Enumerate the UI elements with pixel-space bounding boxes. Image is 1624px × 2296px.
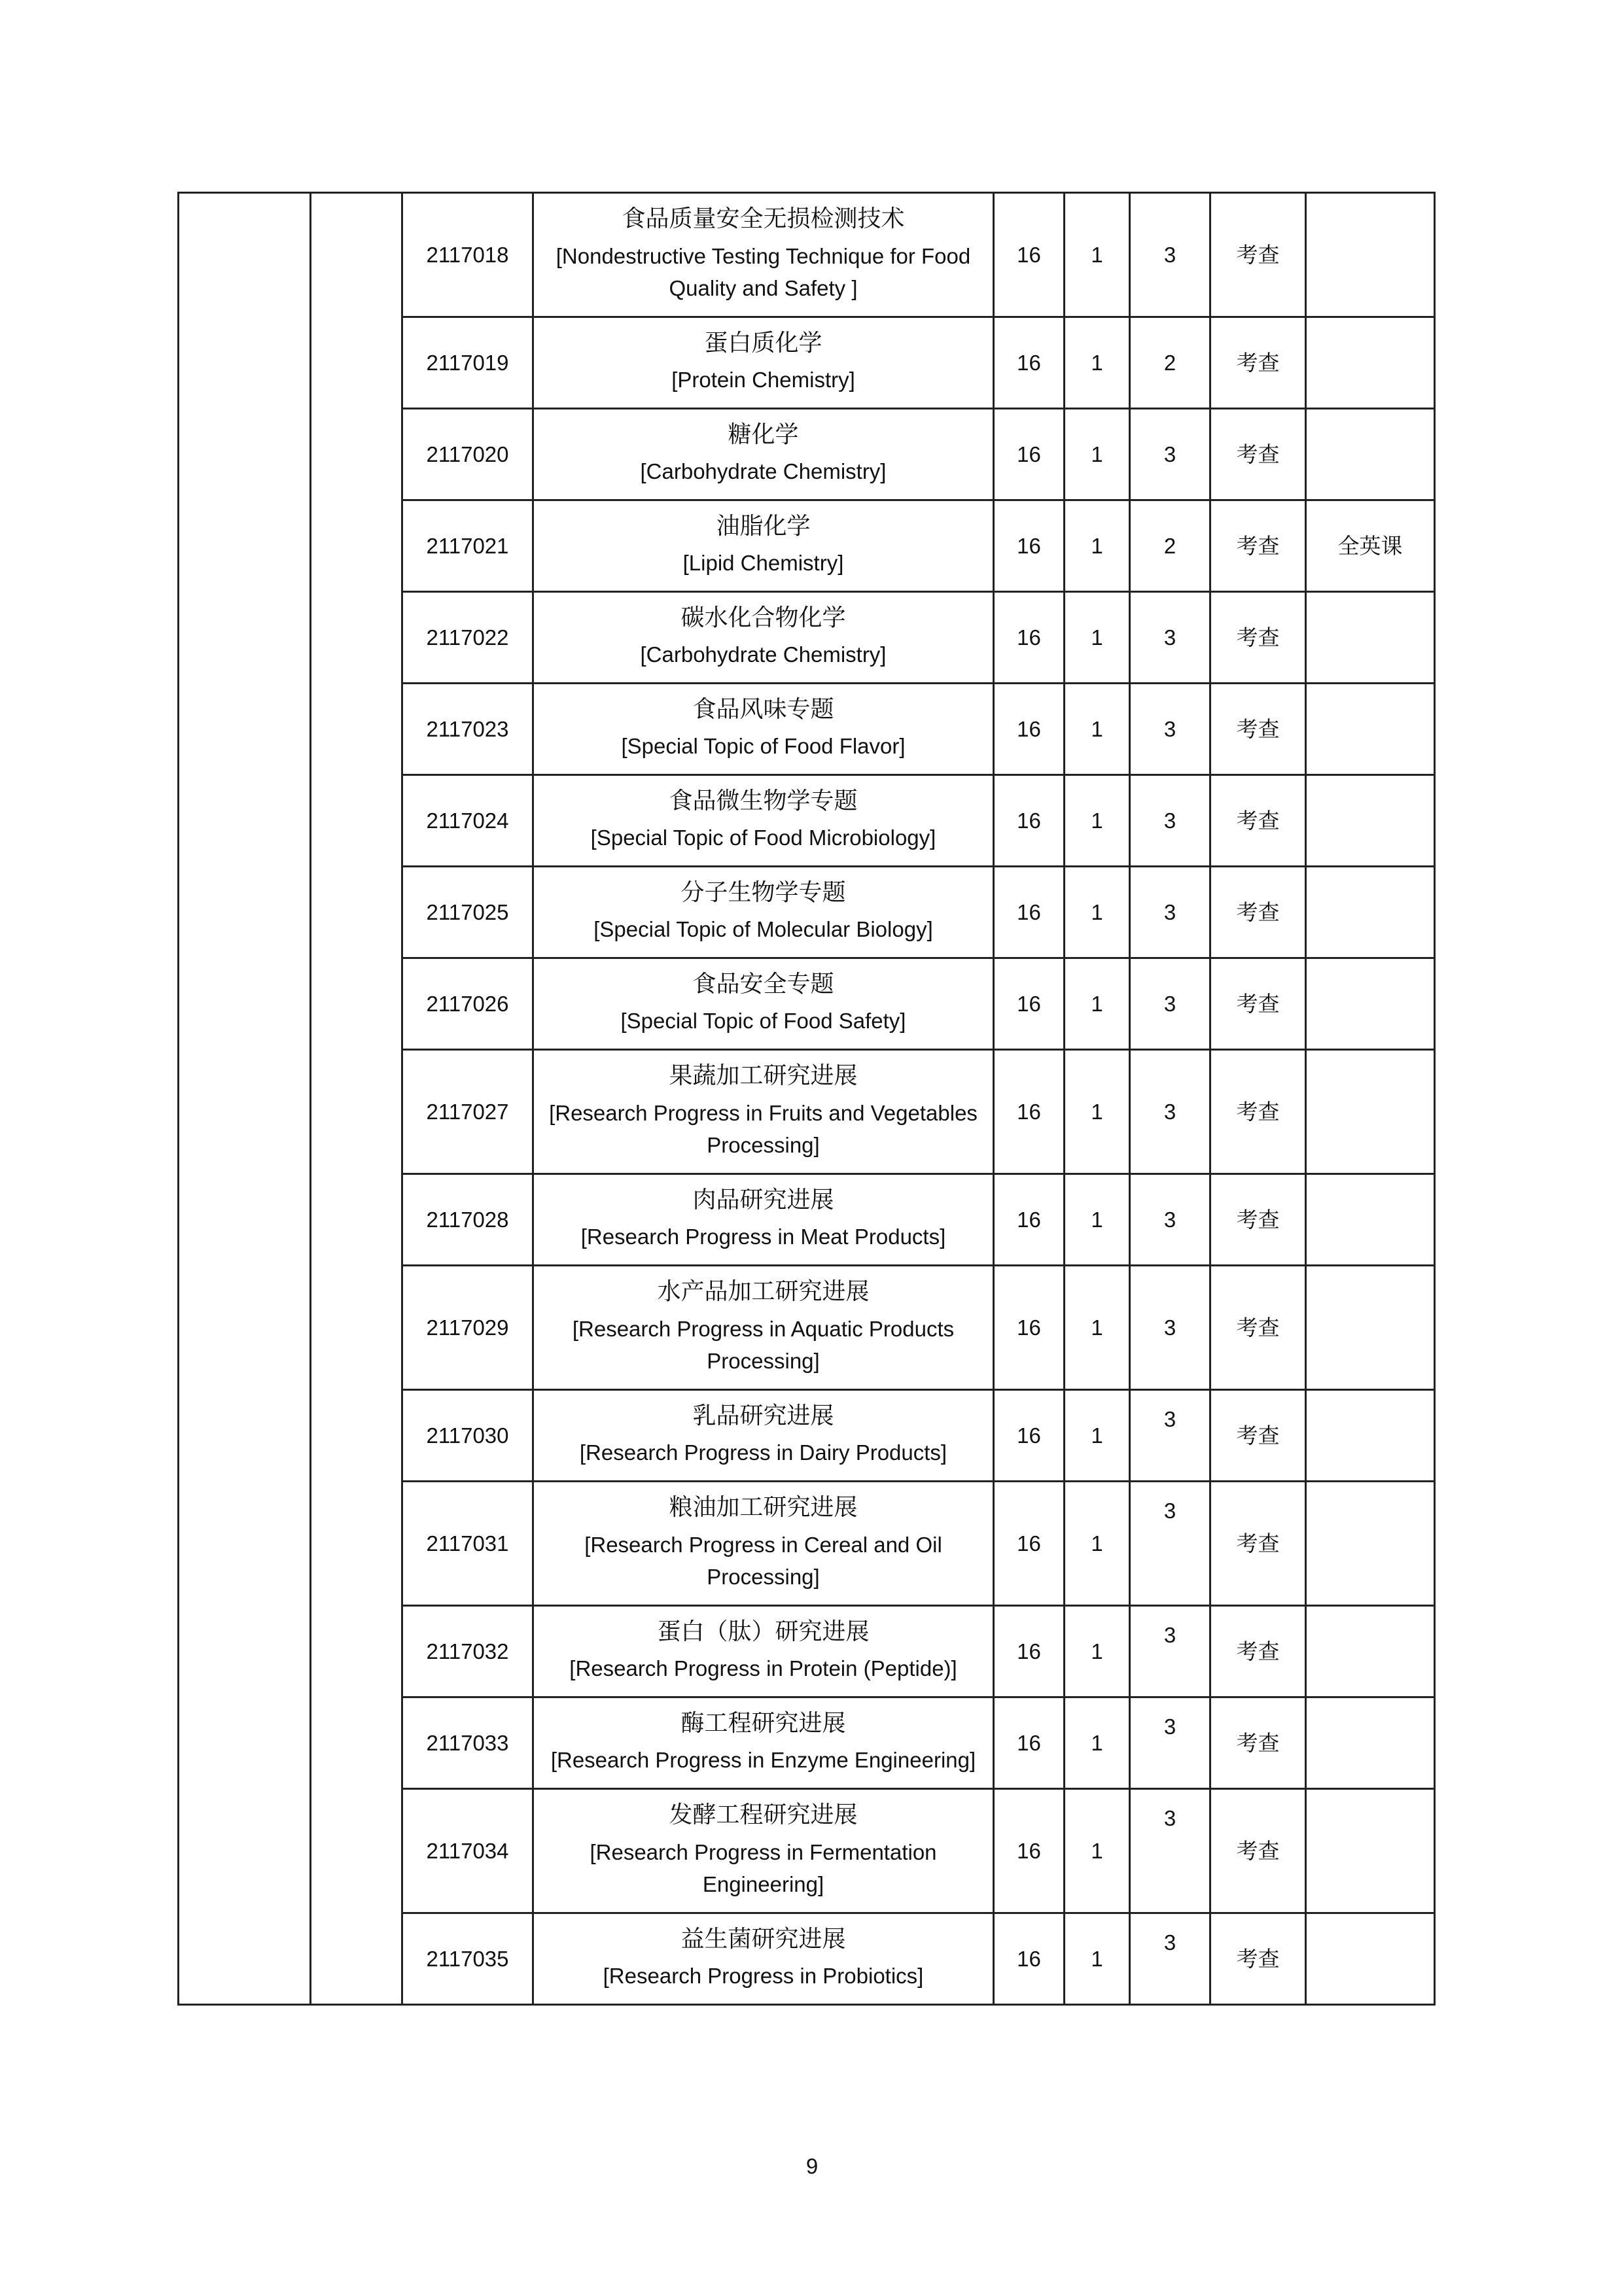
course-row bbox=[179, 193, 1435, 317]
course-name-cell bbox=[533, 1913, 994, 2005]
course-semester: 3 bbox=[1130, 1390, 1210, 1482]
course-code: 2117018 bbox=[402, 193, 533, 317]
course-name-en: [Research Progress in Probiotics] bbox=[603, 1964, 924, 1989]
course-semester: 3 bbox=[1130, 1050, 1210, 1174]
course-credits: 1 bbox=[1065, 1606, 1130, 1697]
course-note bbox=[1306, 592, 1435, 684]
course-assessment: 考查 bbox=[1210, 1789, 1306, 1913]
course-name-cn: 发酵工程研究进展 bbox=[669, 1801, 858, 1829]
course-semester: 3 bbox=[1130, 1266, 1210, 1390]
course-semester: 3 bbox=[1130, 958, 1210, 1050]
course-note bbox=[1306, 1050, 1435, 1174]
course-semester: 3 bbox=[1130, 1482, 1210, 1606]
course-hours: 16 bbox=[994, 775, 1065, 867]
course-credits: 1 bbox=[1065, 684, 1130, 775]
course-name-cell bbox=[533, 1697, 994, 1789]
course-note bbox=[1306, 1174, 1435, 1266]
course-credits: 1 bbox=[1065, 1174, 1130, 1266]
course-code: 2117028 bbox=[402, 1174, 533, 1266]
course-code: 2117022 bbox=[402, 592, 533, 684]
course-code: 2117019 bbox=[402, 317, 533, 409]
course-name-cn: 食品风味专题 bbox=[692, 696, 834, 723]
course-hours: 16 bbox=[994, 500, 1065, 592]
course-assessment: 考查 bbox=[1210, 193, 1306, 317]
course-note bbox=[1306, 193, 1435, 317]
course-hours: 16 bbox=[994, 958, 1065, 1050]
course-name-cn: 酶工程研究进展 bbox=[680, 1710, 846, 1737]
course-name-cell bbox=[533, 867, 994, 958]
course-name-cn: 食品质量安全无损检测技术 bbox=[622, 205, 905, 233]
course-semester: 2 bbox=[1130, 317, 1210, 409]
course-semester: 3 bbox=[1130, 592, 1210, 684]
course-hours: 16 bbox=[994, 592, 1065, 684]
course-note bbox=[1306, 1789, 1435, 1913]
course-note bbox=[1306, 775, 1435, 867]
course-name-en: [Research Progress in Meat Products] bbox=[580, 1225, 946, 1249]
course-credits: 1 bbox=[1065, 1266, 1130, 1390]
course-name-cell bbox=[533, 1606, 994, 1697]
course-code: 2117029 bbox=[402, 1266, 533, 1390]
course-code: 2117024 bbox=[402, 775, 533, 867]
course-name-cn: 益生菌研究进展 bbox=[680, 1926, 846, 1953]
course-assessment: 考查 bbox=[1210, 1606, 1306, 1697]
subcategory-cell bbox=[311, 193, 402, 2005]
course-name-cell bbox=[533, 409, 994, 500]
course-hours: 16 bbox=[994, 1390, 1065, 1482]
course-name-cell bbox=[533, 193, 994, 317]
course-name-cn: 水产品加工研究进展 bbox=[657, 1278, 870, 1306]
course-name-cell bbox=[533, 775, 994, 867]
course-note bbox=[1306, 1266, 1435, 1390]
course-hours: 16 bbox=[994, 1050, 1065, 1174]
course-credits: 1 bbox=[1065, 409, 1130, 500]
page-number: 9 bbox=[805, 2154, 819, 2178]
course-hours: 16 bbox=[994, 409, 1065, 500]
course-semester: 3 bbox=[1130, 684, 1210, 775]
course-assessment: 考查 bbox=[1210, 1697, 1306, 1789]
course-assessment: 考查 bbox=[1210, 1390, 1306, 1482]
course-credits: 1 bbox=[1065, 1913, 1130, 2005]
course-name-en: [Special Topic of Molecular Biology] bbox=[593, 917, 933, 942]
course-code: 2117032 bbox=[402, 1606, 533, 1697]
course-hours: 16 bbox=[994, 317, 1065, 409]
course-assessment: 考查 bbox=[1210, 500, 1306, 592]
course-hours: 16 bbox=[994, 1174, 1065, 1266]
course-credits: 1 bbox=[1065, 1482, 1130, 1606]
course-semester: 3 bbox=[1130, 1913, 1210, 2005]
course-hours: 16 bbox=[994, 1697, 1065, 1789]
course-assessment: 考查 bbox=[1210, 684, 1306, 775]
course-assessment: 考查 bbox=[1210, 958, 1306, 1050]
course-code: 2117023 bbox=[402, 684, 533, 775]
course-name-cn: 食品安全专题 bbox=[692, 971, 834, 998]
course-note bbox=[1306, 317, 1435, 409]
course-name-en: [Research Progress in Cereal and Oil Processing] bbox=[584, 1532, 942, 1590]
course-assessment: 考查 bbox=[1210, 592, 1306, 684]
course-name-cn: 分子生物学专题 bbox=[680, 879, 846, 907]
course-hours: 16 bbox=[994, 684, 1065, 775]
course-assessment: 考查 bbox=[1210, 775, 1306, 867]
course-note bbox=[1306, 409, 1435, 500]
course-table-body bbox=[179, 193, 1435, 2005]
course-note bbox=[1306, 684, 1435, 775]
course-note bbox=[1306, 1482, 1435, 1606]
course-name-cn: 乳品研究进展 bbox=[692, 1402, 834, 1430]
course-name-en: [Nondestructive Testing Technique for Food Quality and Safety ] bbox=[556, 243, 971, 301]
course-name-cell bbox=[533, 1390, 994, 1482]
course-assessment: 考查 bbox=[1210, 409, 1306, 500]
course-name-cell bbox=[533, 1050, 994, 1174]
course-credits: 1 bbox=[1065, 867, 1130, 958]
course-code: 2117027 bbox=[402, 1050, 533, 1174]
course-name-en: [Protein Chemistry] bbox=[671, 368, 855, 392]
course-code: 2117030 bbox=[402, 1390, 533, 1482]
course-code: 2117021 bbox=[402, 500, 533, 592]
course-code: 2117020 bbox=[402, 409, 533, 500]
course-assessment: 考查 bbox=[1210, 1050, 1306, 1174]
course-name-en: [Special Topic of Food Flavor] bbox=[621, 734, 906, 759]
course-name-en: [Research Progress in Aquatic Products Processing] bbox=[572, 1316, 955, 1374]
course-hours: 16 bbox=[994, 1913, 1065, 2005]
course-name-en: [Research Progress in Dairy Products] bbox=[579, 1440, 947, 1465]
category-cell bbox=[179, 193, 311, 2005]
course-credits: 1 bbox=[1065, 958, 1130, 1050]
course-note: 全英课 bbox=[1306, 500, 1435, 592]
course-name-cn: 肉品研究进展 bbox=[692, 1187, 834, 1214]
course-name-cn: 蛋白（肽）研究进展 bbox=[657, 1618, 870, 1646]
course-name-en: [Research Progress in Protein (Peptide)] bbox=[569, 1656, 957, 1681]
course-name-en: [Carbohydrate Chemistry] bbox=[640, 642, 887, 667]
course-name-en: [Research Progress in Enzyme Engineering] bbox=[550, 1748, 976, 1773]
course-assessment: 考查 bbox=[1210, 317, 1306, 409]
course-name-cell bbox=[533, 317, 994, 409]
course-credits: 1 bbox=[1065, 500, 1130, 592]
course-assessment: 考查 bbox=[1210, 1266, 1306, 1390]
course-semester: 3 bbox=[1130, 867, 1210, 958]
course-assessment: 考查 bbox=[1210, 867, 1306, 958]
course-name-cell bbox=[533, 592, 994, 684]
course-name-cell bbox=[533, 1174, 994, 1266]
course-table bbox=[177, 192, 1436, 2006]
course-name-en: [Special Topic of Food Microbiology] bbox=[590, 826, 936, 850]
course-note bbox=[1306, 867, 1435, 958]
course-semester: 3 bbox=[1130, 1697, 1210, 1789]
course-name-cn: 糖化学 bbox=[728, 421, 799, 449]
course-assessment: 考查 bbox=[1210, 1174, 1306, 1266]
course-name-en: [Carbohydrate Chemistry] bbox=[640, 459, 887, 484]
course-name-cn: 蛋白质化学 bbox=[704, 330, 822, 357]
course-hours: 16 bbox=[994, 193, 1065, 317]
course-code: 2117031 bbox=[402, 1482, 533, 1606]
course-name-cell bbox=[533, 958, 994, 1050]
course-credits: 1 bbox=[1065, 193, 1130, 317]
course-hours: 16 bbox=[994, 1482, 1065, 1606]
course-semester: 3 bbox=[1130, 1789, 1210, 1913]
course-name-cell bbox=[533, 1482, 994, 1606]
course-name-cell bbox=[533, 684, 994, 775]
course-note bbox=[1306, 1606, 1435, 1697]
course-assessment: 考查 bbox=[1210, 1482, 1306, 1606]
course-name-en: [Lipid Chemistry] bbox=[682, 551, 844, 576]
course-semester: 3 bbox=[1130, 775, 1210, 867]
course-semester: 3 bbox=[1130, 409, 1210, 500]
course-name-cn: 油脂化学 bbox=[716, 513, 811, 540]
course-name-cell bbox=[533, 1789, 994, 1913]
course-note bbox=[1306, 1390, 1435, 1482]
course-semester: 2 bbox=[1130, 500, 1210, 592]
course-note bbox=[1306, 958, 1435, 1050]
course-semester: 3 bbox=[1130, 1606, 1210, 1697]
course-name-cn: 果蔬加工研究进展 bbox=[669, 1062, 858, 1090]
course-note bbox=[1306, 1697, 1435, 1789]
course-hours: 16 bbox=[994, 867, 1065, 958]
course-credits: 1 bbox=[1065, 592, 1130, 684]
course-name-cn: 食品微生物学专题 bbox=[669, 788, 858, 815]
course-credits: 1 bbox=[1065, 1789, 1130, 1913]
course-assessment: 考查 bbox=[1210, 1913, 1306, 2005]
course-name-cell bbox=[533, 1266, 994, 1390]
course-hours: 16 bbox=[994, 1606, 1065, 1697]
course-semester: 3 bbox=[1130, 193, 1210, 317]
course-hours: 16 bbox=[994, 1789, 1065, 1913]
course-hours: 16 bbox=[994, 1266, 1065, 1390]
course-credits: 1 bbox=[1065, 775, 1130, 867]
course-name-en: [Research Progress in Fermentation Engineering] bbox=[590, 1839, 937, 1897]
course-name-cell bbox=[533, 500, 994, 592]
course-semester: 3 bbox=[1130, 1174, 1210, 1266]
course-name-en: [Research Progress in Fruits and Vegetables Processing] bbox=[549, 1100, 978, 1158]
course-code: 2117033 bbox=[402, 1697, 533, 1789]
course-code: 2117026 bbox=[402, 958, 533, 1050]
course-credits: 1 bbox=[1065, 317, 1130, 409]
course-name-cn: 粮油加工研究进展 bbox=[669, 1494, 858, 1522]
course-code: 2117034 bbox=[402, 1789, 533, 1913]
course-credits: 1 bbox=[1065, 1697, 1130, 1789]
course-credits: 1 bbox=[1065, 1390, 1130, 1482]
course-name-cn: 碳水化合物化学 bbox=[680, 604, 846, 632]
course-code: 2117025 bbox=[402, 867, 533, 958]
course-credits: 1 bbox=[1065, 1050, 1130, 1174]
course-name-en: [Special Topic of Food Safety] bbox=[620, 1009, 906, 1034]
course-note bbox=[1306, 1913, 1435, 2005]
course-code: 2117035 bbox=[402, 1913, 533, 2005]
